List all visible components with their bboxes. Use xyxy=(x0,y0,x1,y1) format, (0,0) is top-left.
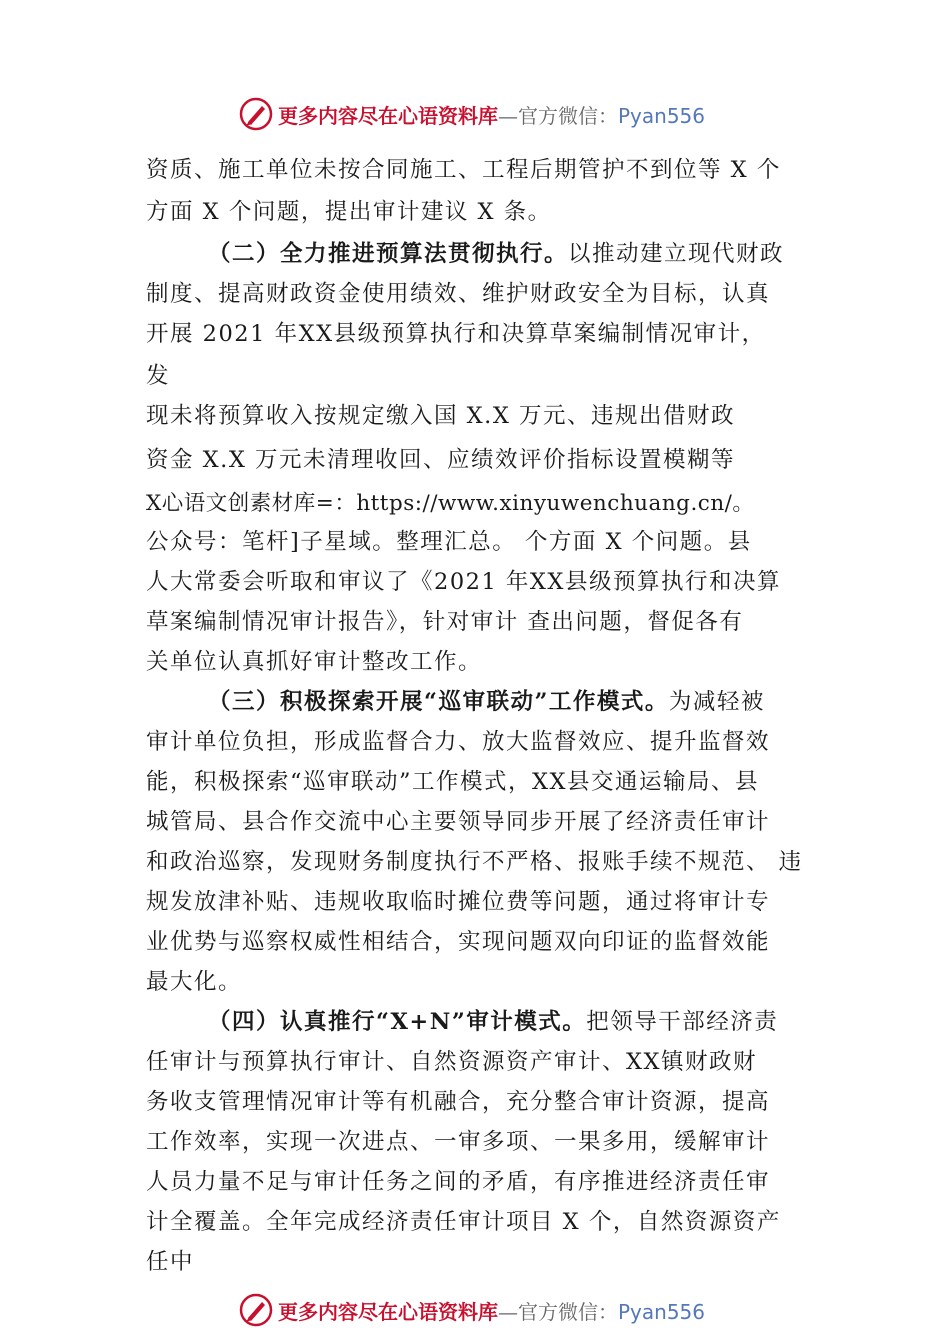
text-line: 现未将预算收入按规定缴入国 X.X 万元、违规出借财政 xyxy=(146,403,735,429)
text-line: 规发放津补贴、违规收取临时摊位费等问题，通过将审计专 xyxy=(146,889,771,915)
text-line: 计全覆盖。全年完成经济责任审计项目 X 个，自然资源资产 xyxy=(146,1209,781,1235)
text-line: 能，积极探索“巡审联动”工作模式，XX县交通运输局、县 xyxy=(146,769,760,795)
text-line: 业优势与巡察权威性相结合，实现问题双向印证的监督效能 xyxy=(146,929,771,955)
section-heading: （三）积极探索开展“巡审联动”工作模式。 xyxy=(208,689,669,715)
watermark-label: —官方微信： xyxy=(498,104,618,128)
footer-watermark xyxy=(0,1288,950,1328)
text-line: 和政治巡察，发现财务制度执行不严格、报账手续不规范、 违 xyxy=(146,849,803,875)
section-heading-line: （四）认真推行“X+N”审计模式。把领导干部经济责 xyxy=(208,1009,779,1035)
watermark-title: 更多内容尽在心语资料库 xyxy=(278,1300,498,1324)
watermark-title: 更多内容尽在心语资料库 xyxy=(278,104,498,128)
text-line: 城管局、县合作交流中心主要领导同步开展了经济责任审计 xyxy=(146,809,771,835)
text-line: 审计单位负担，形成监督合力、放大监督效应、提升监督效 xyxy=(146,729,771,755)
section-heading: （四）认真推行“X+N”审计模式。 xyxy=(208,1009,587,1035)
watermark-label: —官方微信： xyxy=(498,1300,618,1324)
text-line: 人员力量不足与审计任务之间的矛盾，有序推进经济责任审 xyxy=(146,1169,771,1195)
text-line: 开展 2021 年XX县级预算执行和决算草案编制情况审计， xyxy=(146,321,766,347)
watermark-text xyxy=(278,1296,705,1325)
text-line: 任中 xyxy=(146,1249,195,1275)
watermark-text xyxy=(278,100,705,129)
pen-logo-icon xyxy=(238,1292,274,1328)
text-line: 方面 X 个问题，提出审计建议 X 条。 xyxy=(146,199,552,225)
text-line: 关单位认真抓好审计整改工作。 xyxy=(146,649,483,675)
text-line: X心语文创素材库=：https://www.xinyuwenchuang.cn/。 xyxy=(146,491,755,516)
section-heading: （二）全力推进预算法贯彻执行。 xyxy=(208,241,569,267)
section-heading-line: （三）积极探索开展“巡审联动”工作模式。为减轻被 xyxy=(208,689,765,715)
watermark-wechat-id: Pyan556 xyxy=(618,1300,706,1324)
text-line: 最大化。 xyxy=(146,969,243,995)
text-line: 任审计与预算执行审计、自然资源资产审计、XX镇财政财 xyxy=(146,1049,758,1075)
text-line: 制度、提高财政资金使用绩效、维护财政安全为目标，认真 xyxy=(146,281,771,307)
text-line: 公众号：笔杆]子星域。整理汇总。 个方面 X 个问题。县 xyxy=(146,529,752,555)
text-line: 资金 X.X 万元未清理收回、应绩效评价指标设置模糊等 xyxy=(146,447,735,473)
text-line: 人大常委会听取和审议了《2021 年XX县级预算执行和决算 xyxy=(146,569,781,595)
header-watermark xyxy=(0,92,950,132)
section-heading-line: （二）全力推进预算法贯彻执行。以推动建立现代财政 xyxy=(208,241,785,267)
watermark-wechat-id: Pyan556 xyxy=(618,104,706,128)
text-line: 发 xyxy=(146,363,171,389)
text-line: 草案编制情况审计报告》，针对审计 查出问题，督促各有 xyxy=(146,609,744,635)
text-line: 工作效率，实现一次进点、一审多项、一果多用，缓解审计 xyxy=(146,1129,771,1155)
text-line: 资质、施工单位未按合同施工、工程后期管护不到位等 X 个 xyxy=(146,157,781,183)
pen-logo-icon xyxy=(238,96,274,132)
text-line: 务收支管理情况审计等有机融合，充分整合审计资源，提高 xyxy=(146,1089,771,1115)
